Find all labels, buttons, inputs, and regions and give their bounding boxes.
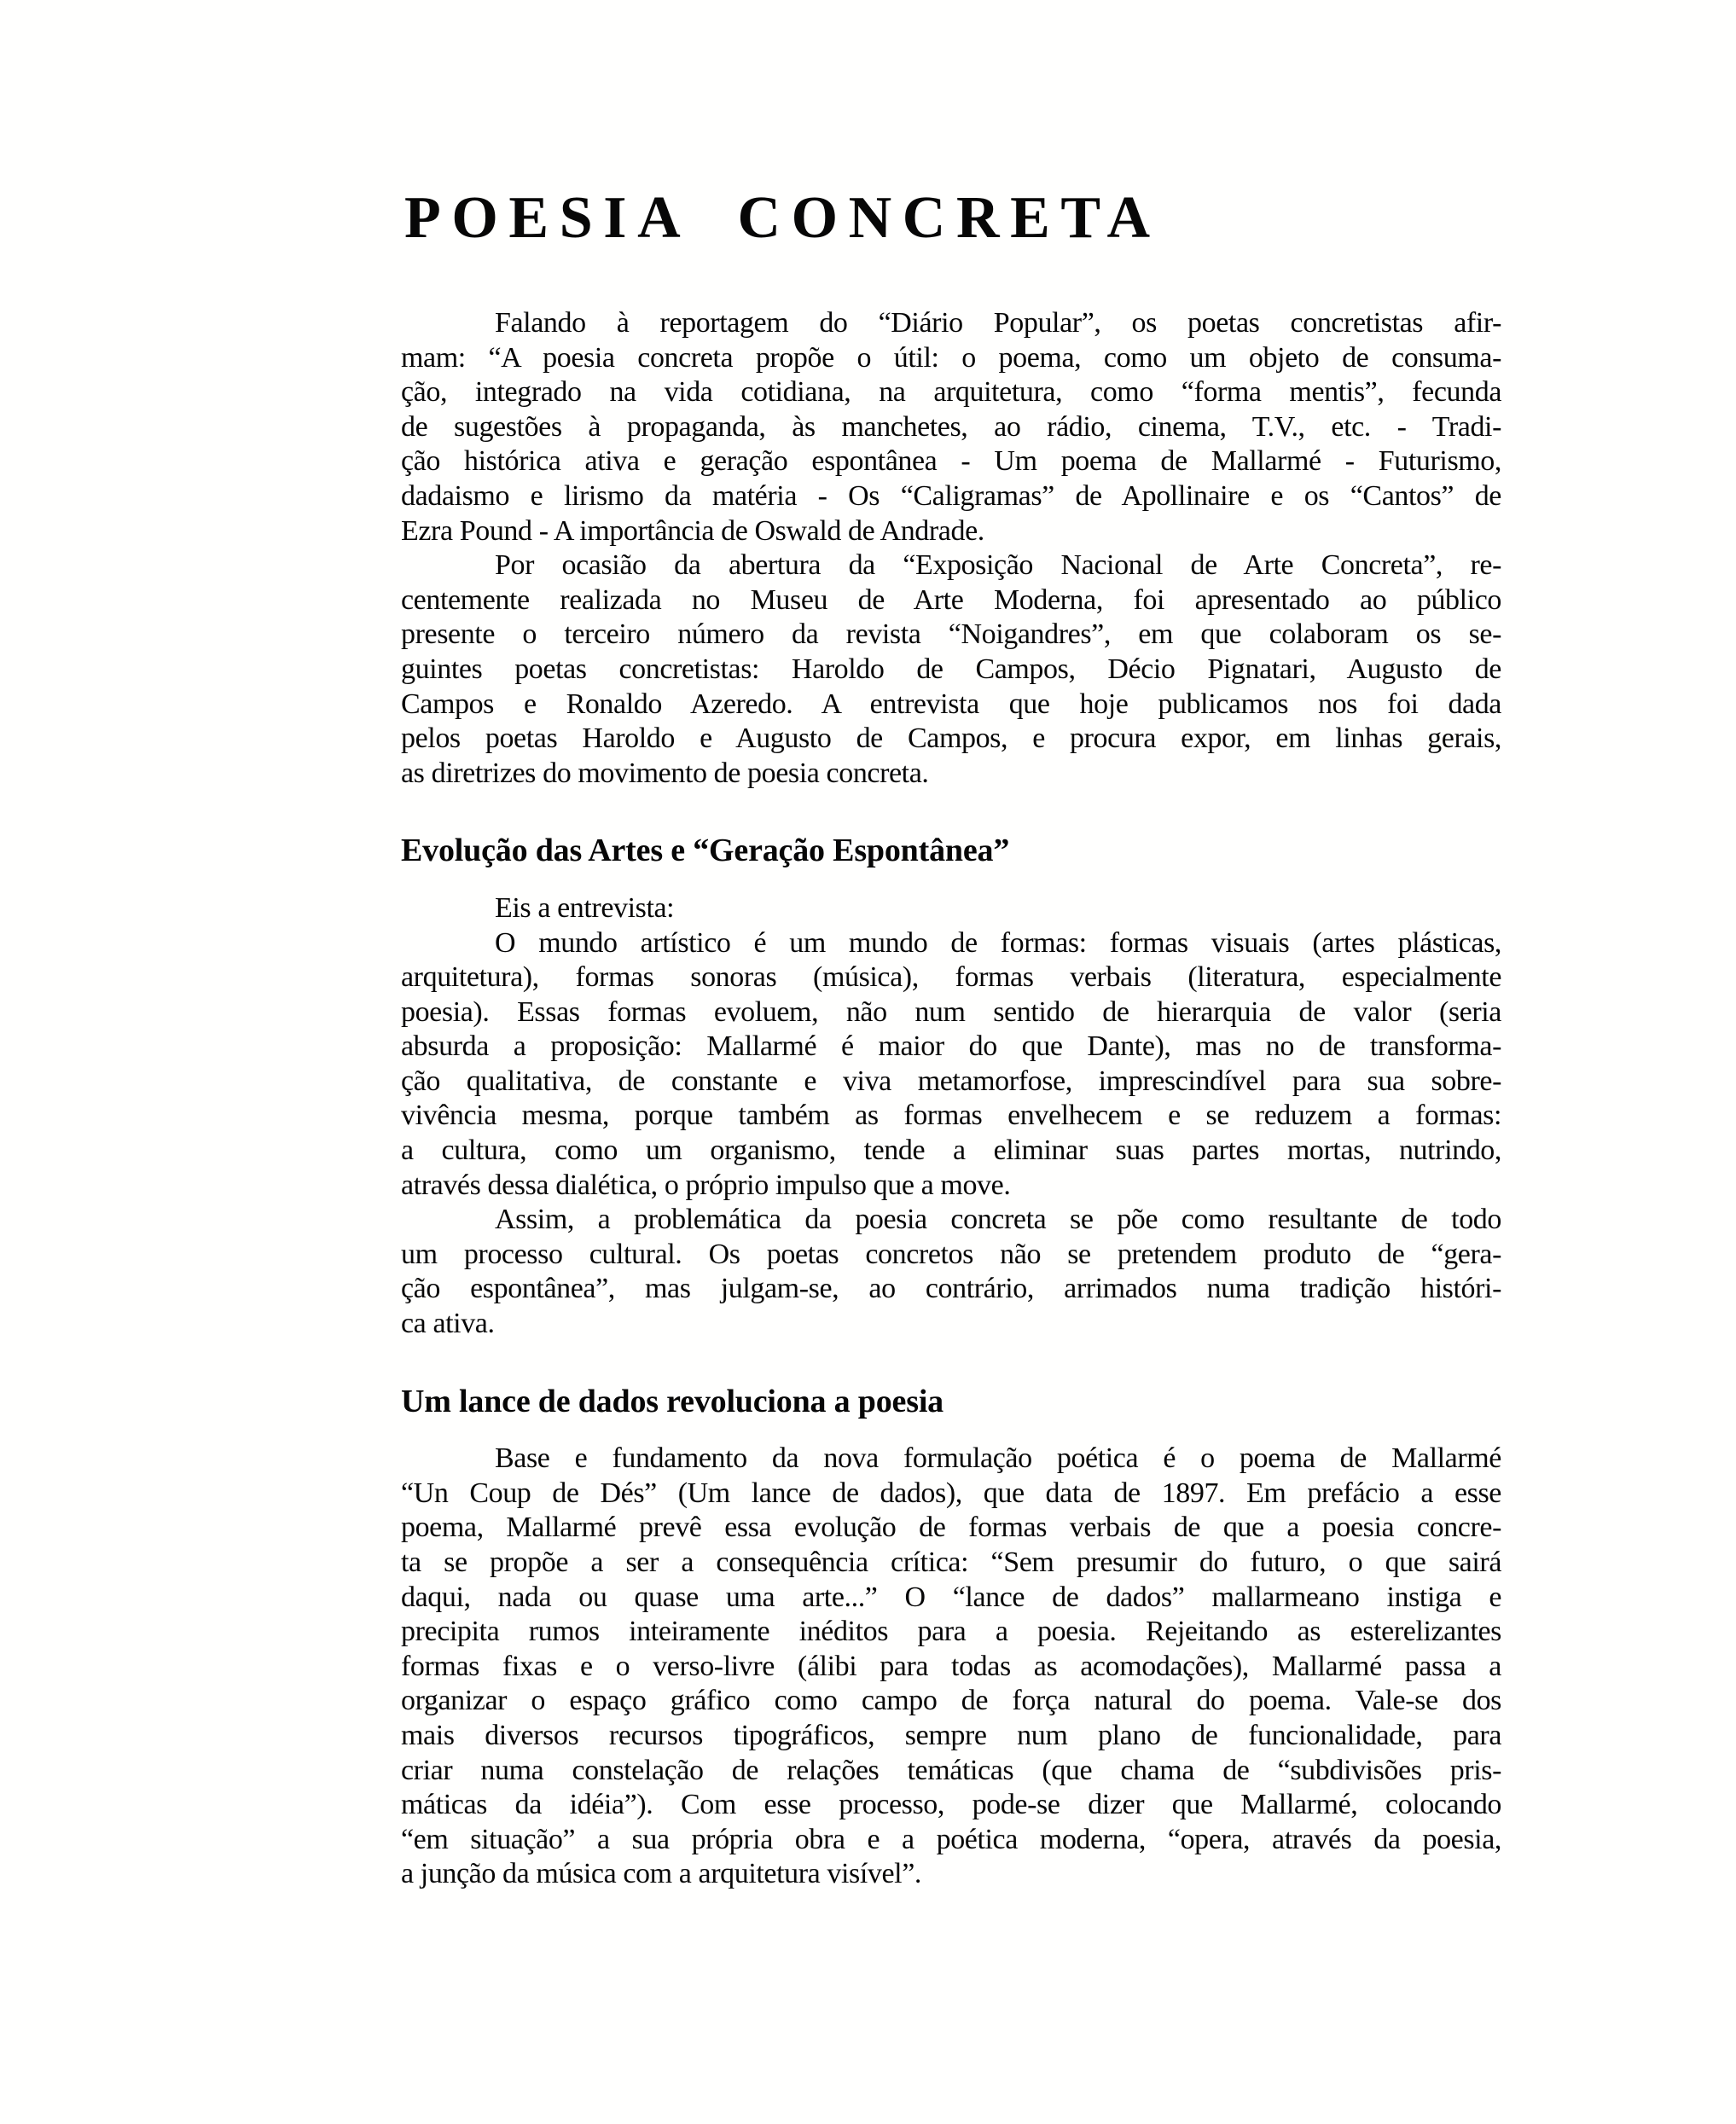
text-line: criar numa constelação de relações temáticas (que chama de “subdivisões pris- [401, 1754, 1501, 1786]
page-title: POESIA CONCRETA [404, 185, 1161, 251]
text-line: precipita rumos inteiramente inéditos para a poesia. Rejeitando as esterelizantes [401, 1616, 1501, 1648]
text-line: máticas da idéia”). Com esse processo, pode-se dizer que Mallarmé, colocando [401, 1789, 1501, 1821]
text-line: “Un Coup de Dés” (Um lance de dados), que data de 1897. Em prefácio a esse [401, 1477, 1501, 1509]
text-line: Assim, a problemática da poesia concreta se põe como resultante de todo [495, 1204, 1501, 1236]
text-line: Eis a entrevista: [495, 891, 675, 924]
paragraph [401, 306, 1501, 548]
text-line: poema, Mallarmé prevê essa evolução de formas verbais de que a poesia concre- [401, 1512, 1501, 1544]
text-line: ção qualitativa, de constante e viva metamorfose, imprescindível para sua sobre- [401, 1065, 1501, 1097]
text-line: Falando à reportagem do “Diário Popular”, os poetas concretistas afir- [495, 307, 1501, 339]
text-line: ção espontânea”, mas julgam-se, ao contrário, arrimados numa tradição históri- [401, 1273, 1501, 1305]
text-line: daqui, nada ou quase uma arte...” O “lance de dados” mallarmeano instiga e [401, 1581, 1501, 1613]
paragraph [401, 548, 1501, 791]
text-line: mam: “A poesia concreta propõe o útil: o poema, como um objeto de consuma- [401, 341, 1501, 374]
text-line: ção histórica ativa e geração espontânea - Um poema de Mallarmé - Futurismo, [401, 445, 1501, 478]
text-line: Base e fundamento da nova formulação poética é o poema de Mallarmé [495, 1442, 1501, 1475]
text-line: ca ativa. [401, 1308, 495, 1340]
text-line: organizar o espaço gráfico como campo de força natural do poema. Vale-se dos [401, 1685, 1501, 1717]
text-line: vivência mesma, porque também as formas envelhecem e se reduzem a formas: [401, 1100, 1501, 1132]
text-line: Por ocasião da abertura da “Exposição Nacional de Arte Concreta”, re- [495, 549, 1501, 582]
text-line: ção, integrado na vida cotidiana, na arquitetura, como “forma mentis”, fecunda [401, 376, 1501, 409]
article-body [401, 306, 1501, 1892]
text-line: arquitetura), formas sonoras (música), formas verbais (literatura, especialmente [401, 961, 1501, 994]
text-line: “em situação” a sua própria obra e a poética moderna, “opera, através da poesia, [401, 1823, 1501, 1855]
text-line: as diretrizes do movimento de poesia concreta. [401, 757, 929, 789]
paragraph [401, 1203, 1501, 1341]
section-heading: Um lance de dados revoluciona a poesia [401, 1383, 943, 1419]
section-heading: Evolução das Artes e “Geração Espontânea” [401, 833, 1010, 869]
text-line: O mundo artístico é um mundo de formas: formas visuais (artes plásticas, [495, 926, 1501, 959]
text-line: um processo cultural. Os poetas concretos não se pretendem produto de “gera- [401, 1238, 1501, 1270]
text-column [401, 0, 1501, 1892]
text-line: Ezra Pound - A importância de Oswald de Andrade. [401, 514, 984, 547]
paragraph [401, 891, 1501, 926]
paragraph [401, 1442, 1501, 1892]
text-line: ta se propõe a ser a consequência crítica: “Sem presumir do futuro, o que sairá [401, 1547, 1501, 1578]
text-line: a junção da música com a arquitetura visível”. [401, 1858, 921, 1890]
text-line: centemente realizada no Museu de Arte Moderna, foi apresentado ao público [401, 583, 1501, 616]
text-line: guintes poetas concretistas: Haroldo de Campos, Décio Pignatari, Augusto de [401, 653, 1501, 685]
text-line: poesia). Essas formas evoluem, não num sentido de hierarquia de valor (seria [401, 995, 1501, 1028]
text-line: a cultura, como um organismo, tende a eliminar suas partes mortas, nutrindo, [401, 1135, 1501, 1167]
text-line: absurda a proposição: Mallarmé é maior do que Dante), mas no de transforma- [401, 1030, 1501, 1063]
paragraph [401, 926, 1501, 1204]
text-line: presente o terceiro número da revista “Noigandres”, em que colaboram os se- [401, 618, 1501, 651]
text-line: de sugestões à propaganda, às manchetes, ao rádio, cinema, T.V., etc. - Tradi- [401, 410, 1501, 443]
text-line: dadaismo e lirismo da matéria - Os “Caligramas” de Apollinaire e os “Cantos” de [401, 479, 1501, 512]
text-line: através dessa dialética, o próprio impulso que a move. [401, 1169, 1011, 1201]
text-line: formas fixas e o verso-livre (álibi para todas as acomodações), Mallarmé passa a [401, 1650, 1501, 1682]
text-line: Campos e Ronaldo Azeredo. A entrevista que hoje publicamos nos foi dada [401, 688, 1501, 720]
text-line: pelos poetas Haroldo e Augusto de Campos, e procura expor, em linhas gerais, [401, 723, 1501, 755]
text-line: mais diversos recursos tipográficos, sempre num plano de funcionalidade, para [401, 1719, 1501, 1751]
